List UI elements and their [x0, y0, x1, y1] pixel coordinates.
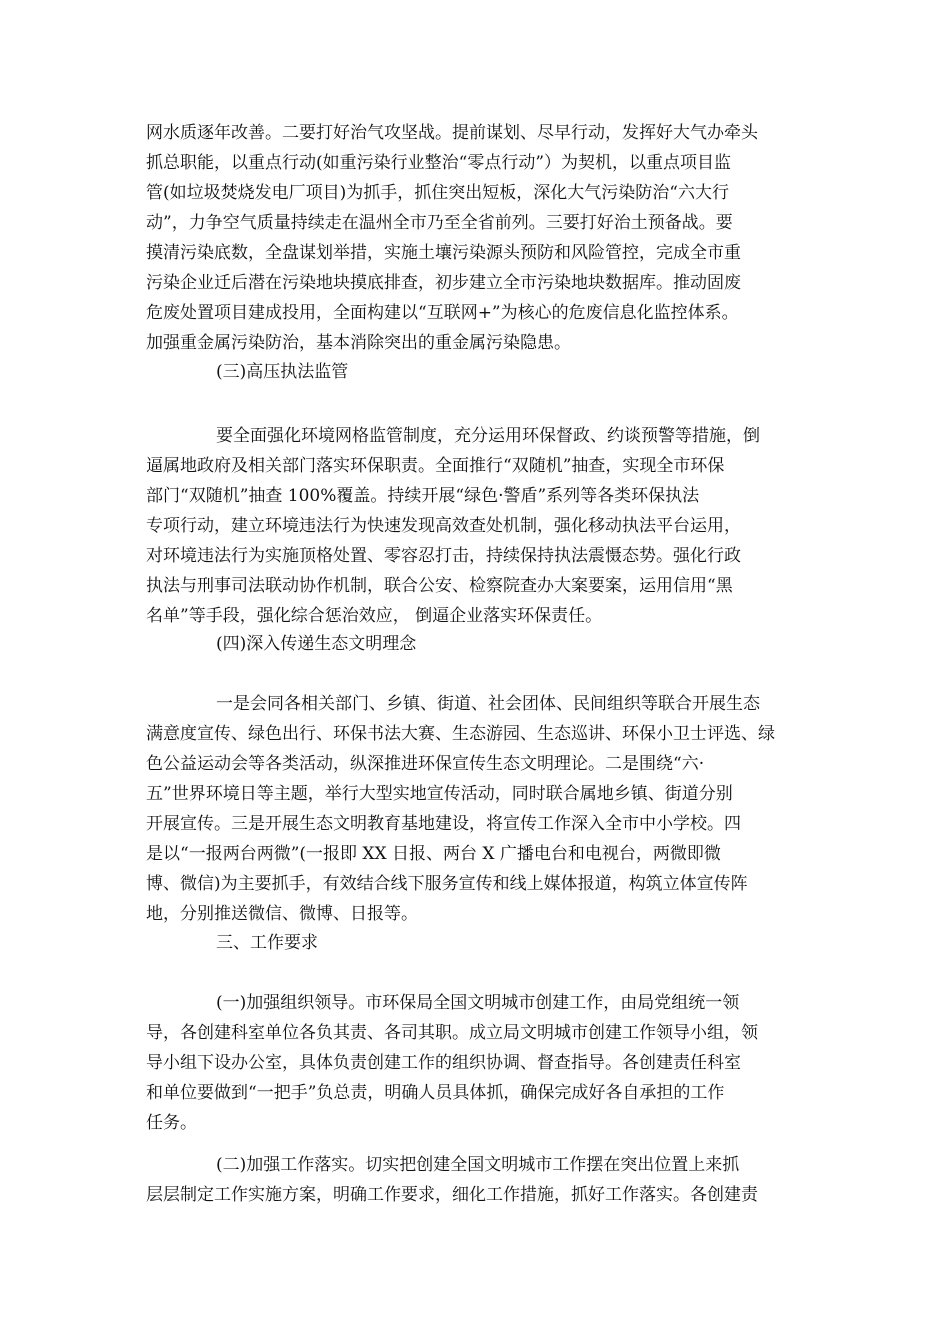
text-line: 部门“双随机”抽查 100%覆盖。持续开展“绿色·警盾”系列等各类环保执法 [146, 486, 700, 506]
section-heading-requirements: 三、工作要求 [216, 933, 318, 953]
paragraph-implementation [146, 1150, 806, 1210]
text-line: 对环境违法行为实施顶格处置、零容忍打击，持续保持执法震慑态势。强化行政 [146, 546, 741, 566]
text-line: 满意度宣传、绿色出行、环保书法大赛、生态游园、生态巡讲、环保小卫士评选、绿 [146, 724, 775, 744]
text-line: 摸清污染底数，全盘谋划举措，实施土壤污染源头预防和风险管控，完成全市重 [146, 243, 741, 263]
text-line: 地，分别推送微信、微博、日报等。 [146, 904, 418, 924]
text-line: 名单”等手段，强化综合惩治效应， 倒逼企业落实环保责任。 [146, 606, 603, 626]
text-line: 抓总职能，以重点行动(如重污染行业整治“零点行动”）为契机，以重点项目监 [146, 153, 732, 173]
text-line: 导，各创建科室单位各负其责、各司其职。成立局文明城市创建工作领导小组，领 [146, 1023, 758, 1043]
text-line: 五”世界环境日等主题，举行大型实地宣传活动，同时联合属地乡镇、街道分别 [146, 784, 733, 804]
text-line: 逼属地政府及相关部门落实环保职责。全面推行“双随机”抽查，实现全市环保 [146, 456, 725, 476]
text-line: 和单位要做到“一把手”负总责，明确人员具体抓，确保完成好各自承担的工作 [146, 1083, 725, 1103]
text-line: (二)加强工作落实。切实把创建全国文明城市工作摆在突出位置上来抓 [216, 1155, 740, 1175]
text-line: 是以“一报两台两微”(一报即 XX 日报、两台 X 广播电台和电视台，两微即微 [146, 844, 721, 864]
text-line: 加强重金属污染防治，基本消除突出的重金属污染隐患。 [146, 333, 571, 353]
text-line: 任务。 [146, 1113, 197, 1133]
text-line: 专项行动，建立环境违法行为快速发现高效查处机制，强化移动执法平台运用， [146, 516, 741, 536]
paragraph-ecology [146, 689, 806, 929]
text-line: 开展宣传。三是开展生态文明教育基地建设，将宣传工作深入全市中小学校。四 [146, 814, 741, 834]
text-line: 网水质逐年改善。二要打好治气攻坚战。提前谋划、尽早行动，发挥好大气办牵头 [146, 123, 758, 143]
text-line: 博、微信)为主要抓手，有效结合线下服务宣传和线上媒体报道，构筑立体宣传阵 [146, 874, 748, 894]
text-line: 危废处置项目建成投用，全面构建以“互联网+”为核心的危废信息化监控体系。 [146, 303, 739, 323]
text-line: 层层制定工作实施方案，明确工作要求，细化工作措施，抓好工作落实。各创建责 [146, 1185, 758, 1205]
text-line: 动”，力争空气质量持续走在温州全市乃至全省前列。三要打好治土预备战。要 [146, 213, 733, 233]
text-line: 色公益运动会等各类活动，纵深推进环保宣传生态文明理论。二是围绕“六· [146, 754, 705, 774]
text-line: 执法与刑事司法联动协作机制，联合公安、检察院查办大案要案，运用信用“黑 [146, 576, 733, 596]
paragraph-enforcement [146, 421, 806, 631]
section-heading-enforcement: (三)高压执法监管 [216, 362, 349, 382]
text-line: 一是会同各相关部门、乡镇、街道、社会团体、民间组织等联合开展生态 [216, 694, 760, 714]
text-line: (一)加强组织领导。市环保局全国文明城市创建工作，由局党组统一领 [216, 993, 740, 1013]
paragraph-pollution-control [146, 118, 806, 358]
text-line: 导小组下设办公室，具体负责创建工作的组织协调、督查指导。各创建责任科室 [146, 1053, 741, 1073]
text-line: 污染企业迁后潜在污染地块摸底排查，初步建立全市污染地块数据库。推动固废 [146, 273, 741, 293]
text-line: 要全面强化环境网格监管制度，充分运用环保督政、约谈预警等措施，倒 [216, 426, 760, 446]
section-heading-ecology: (四)深入传递生态文明理念 [216, 634, 417, 654]
paragraph-leadership [146, 988, 806, 1138]
text-line: 管(如垃圾焚烧发电厂项目)为抓手，抓住突出短板，深化大气污染防治“六大行 [146, 183, 729, 203]
